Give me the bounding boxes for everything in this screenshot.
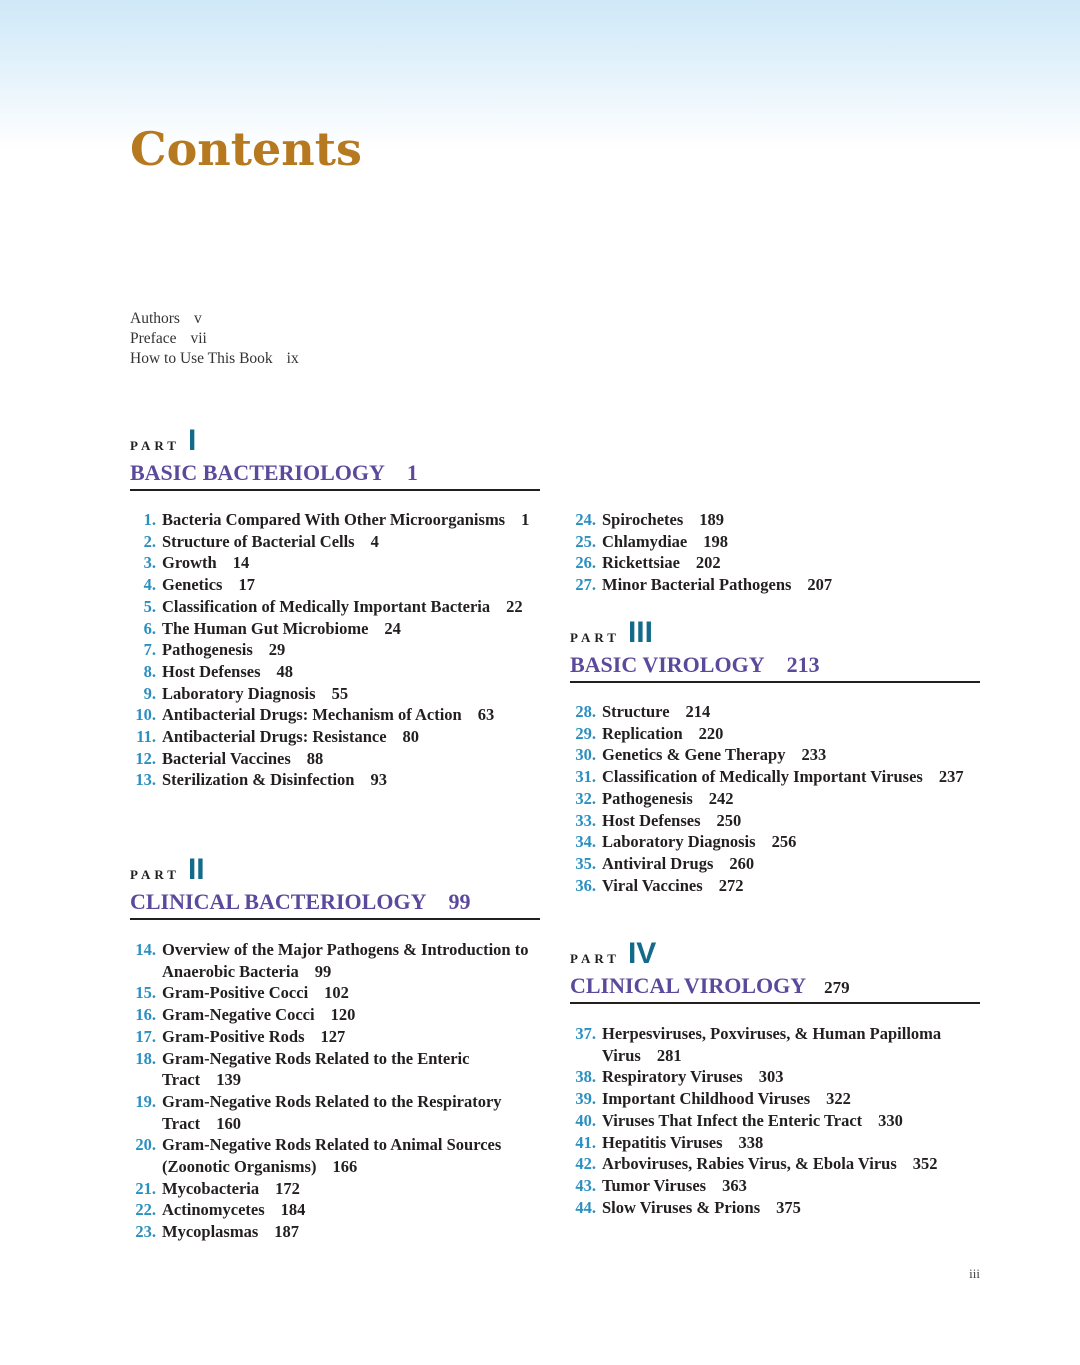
chapter-title-wrap	[162, 704, 540, 726]
chapter-number: 44.	[575, 1197, 596, 1217]
chapter-title: Pathogenesis	[602, 788, 693, 808]
chapter-entry[interactable]	[570, 552, 980, 574]
part-4-header	[570, 937, 980, 1004]
chapter-number: 39.	[575, 1089, 596, 1109]
chapter-title-wrap	[162, 982, 540, 1004]
chapter-title-wrap	[602, 766, 980, 788]
chapter-title: Minor Bacterial Pathogens	[602, 575, 792, 595]
chapter-title: Gram-Negative Rods Related to the Respiratory Tract	[162, 1091, 502, 1133]
chapter-entry[interactable]	[570, 531, 980, 553]
chapter-title-wrap	[162, 1091, 540, 1134]
chapter-number: 12.	[135, 748, 156, 768]
chapter-title: Pathogenesis	[162, 640, 253, 660]
chapter-title: Host Defenses	[162, 661, 261, 681]
chapter-entry[interactable]	[570, 766, 980, 788]
chapter-number: 25.	[575, 531, 596, 551]
part-1-header	[130, 424, 540, 491]
chapter-entry[interactable]	[570, 1088, 980, 1110]
chapter-number: 14.	[135, 940, 156, 959]
chapter-number: 3.	[143, 553, 156, 573]
chapter-number: 33.	[575, 810, 596, 830]
chapter-number: 23.	[135, 1222, 156, 1242]
chapter-title-wrap	[602, 1088, 980, 1110]
part-title-text: CLINICAL VIROLOGY	[570, 973, 807, 998]
chapter-page: 172	[275, 1178, 300, 1198]
chapter-title: Spirochetes	[602, 510, 684, 529]
chapter-title: Arboviruses, Rabies Virus, & Ebola Virus	[602, 1154, 897, 1174]
chapter-number: 6.	[143, 618, 156, 638]
chapter-entry[interactable]	[570, 831, 980, 853]
chapter-entry[interactable]	[130, 509, 540, 531]
chapter-title-wrap	[162, 939, 540, 982]
chapter-page: 80	[402, 727, 420, 747]
chapter-title: Rickettsiae	[602, 553, 680, 573]
front-matter-label: Authors	[130, 310, 180, 327]
part-numeral: III	[627, 616, 653, 649]
chapter-entry[interactable]	[570, 1197, 980, 1219]
chapter-page: 127	[320, 1026, 346, 1046]
chapter-entry[interactable]	[570, 853, 980, 875]
chapter-title: Respiratory Viruses	[602, 1067, 743, 1087]
chapter-title: Mycobacteria	[162, 1178, 260, 1198]
chapter-title: Antibacterial Drugs: Mechanism of Action	[162, 705, 462, 725]
chapter-page: 242	[708, 788, 734, 808]
chapter-number: 15.	[135, 983, 156, 1003]
chapter-page: 198	[703, 531, 729, 551]
chapter-title-wrap	[162, 552, 540, 574]
chapter-number: 19.	[135, 1091, 156, 1111]
chapter-title: Antibacterial Drugs: Resistance	[162, 727, 387, 747]
chapter-number: 28.	[575, 702, 596, 721]
chapter-entry[interactable]	[570, 1153, 980, 1175]
chapter-title: Sterilization & Disinfection	[162, 770, 355, 790]
chapter-page: 120	[330, 1005, 356, 1025]
chapter-entry[interactable]	[570, 1132, 980, 1154]
chapter-page: 375	[776, 1197, 801, 1217]
chapter-number: 21.	[135, 1178, 156, 1198]
chapter-entry[interactable]	[570, 574, 980, 596]
chapter-title: Gram-Negative Cocci	[162, 1005, 315, 1025]
chapter-entry[interactable]	[130, 531, 540, 553]
chapter-entry[interactable]	[130, 1048, 540, 1091]
chapter-title-wrap	[602, 701, 980, 723]
chapter-title: Gram-Positive Rods	[162, 1026, 305, 1046]
chapter-title: Actinomycetes	[162, 1200, 265, 1220]
chapter-number: 43.	[575, 1175, 596, 1195]
chapter-entry[interactable]	[130, 704, 540, 726]
chapter-page: 281	[656, 1045, 682, 1065]
chapter-title: Important Childhood Viruses	[602, 1089, 811, 1109]
part-title-text: BASIC VIROLOGY	[570, 652, 765, 677]
chapter-page: 1	[521, 510, 530, 529]
chapter-number: 20.	[135, 1135, 156, 1155]
chapter-title: Mycoplasmas	[162, 1222, 259, 1242]
chapter-page: 202	[695, 553, 721, 573]
chapter-entry[interactable]	[130, 596, 540, 618]
part-2-title[interactable]	[130, 889, 540, 920]
chapter-number: 7.	[143, 640, 156, 660]
chapter-title-wrap	[602, 875, 980, 897]
chapter-number: 31.	[575, 767, 596, 787]
chapter-number: 38.	[575, 1067, 596, 1087]
chapter-page: 4	[370, 531, 379, 551]
chapter-number: 13.	[135, 770, 156, 790]
chapter-page: 24	[384, 618, 401, 638]
chapter-entry[interactable]	[570, 744, 980, 766]
chapter-title-wrap	[162, 596, 540, 618]
chapter-title-wrap	[602, 788, 980, 810]
page-title: Contents	[130, 122, 362, 176]
chapter-title-wrap	[602, 723, 980, 745]
chapter-page: 250	[716, 810, 742, 830]
front-matter-page: vii	[190, 330, 207, 347]
part-title-page: 99	[448, 889, 471, 914]
chapter-title-wrap	[602, 810, 980, 832]
chapter-page: 187	[274, 1222, 299, 1242]
chapter-page: 17	[238, 575, 255, 595]
chapter-title: Gram-Negative Rods Related to Animal Sources (Zoonotic Organisms)	[162, 1135, 502, 1177]
chapter-title: Laboratory Diagnosis	[162, 683, 316, 703]
chapter-title: Viruses That Infect the Enteric Tract	[602, 1110, 863, 1130]
chapter-page: 22	[506, 596, 523, 616]
chapter-title-wrap	[162, 1199, 540, 1221]
front-matter-page: v	[193, 310, 202, 327]
chapter-entry[interactable]	[130, 1178, 540, 1200]
part-title-text: BASIC BACTERIOLOGY	[130, 460, 385, 485]
chapter-number: 27.	[575, 575, 596, 595]
chapter-number: 29.	[575, 723, 596, 743]
chapter-title-wrap	[162, 683, 540, 705]
chapter-entry[interactable]	[130, 618, 540, 640]
chapter-entry[interactable]	[570, 810, 980, 832]
chapter-title: Antiviral Drugs	[602, 853, 714, 873]
chapter-entry[interactable]	[570, 875, 980, 897]
part-numeral: IV	[627, 937, 657, 970]
chapter-entry[interactable]	[130, 939, 540, 982]
part-4-title[interactable]	[570, 973, 980, 1004]
chapter-title-wrap	[162, 748, 540, 770]
chapter-title-wrap	[602, 1132, 980, 1154]
part-2-continued-chapter-list	[570, 509, 980, 596]
chapter-title-wrap	[602, 1153, 980, 1175]
chapter-title-wrap	[162, 574, 540, 596]
chapter-number: 8.	[143, 661, 156, 681]
chapter-title-wrap	[162, 1004, 540, 1026]
part-3-chapter-list	[570, 701, 980, 896]
chapter-entry[interactable]	[130, 639, 540, 661]
chapter-number: 17.	[135, 1026, 156, 1046]
chapter-title: Chlamydiae	[602, 531, 688, 551]
chapter-page: 330	[878, 1110, 903, 1130]
chapter-number: 37.	[575, 1024, 596, 1043]
chapter-title: Genetics	[162, 575, 223, 595]
part-1-chapter-list	[130, 509, 540, 791]
chapter-page: 29	[268, 640, 286, 660]
chapter-title: Genetics & Gene Therapy	[602, 745, 786, 765]
chapter-title: Structure of Bacterial Cells	[162, 531, 355, 551]
part-3-title[interactable]	[570, 652, 980, 683]
part-numeral: II	[187, 853, 205, 886]
chapter-number: 40.	[575, 1110, 596, 1130]
chapter-page: 214	[685, 702, 711, 721]
chapter-page: 48	[276, 661, 294, 681]
chapter-number: 16.	[135, 1005, 156, 1025]
chapter-title: Gram-Positive Cocci	[162, 983, 309, 1003]
part-1-title[interactable]	[130, 460, 540, 491]
chapter-page: 303	[758, 1067, 784, 1087]
front-matter-item[interactable]	[130, 329, 299, 349]
chapter-entry[interactable]	[130, 1199, 540, 1221]
chapter-page: 207	[807, 575, 833, 595]
chapter-title-wrap	[162, 531, 540, 553]
chapter-title-wrap	[602, 531, 980, 553]
chapter-page: 88	[306, 748, 324, 768]
chapter-page: 102	[324, 983, 349, 1003]
part-numeral: I	[187, 424, 197, 457]
chapter-title-wrap	[162, 661, 540, 683]
chapter-title: Classification of Medically Important Viruses	[602, 767, 923, 787]
chapter-entry[interactable]	[130, 1221, 540, 1243]
chapter-title-wrap	[162, 639, 540, 661]
chapter-title-wrap	[602, 1066, 980, 1088]
chapter-number: 11.	[136, 727, 156, 747]
chapter-entry[interactable]	[570, 1066, 980, 1088]
chapter-page: 272	[718, 875, 744, 895]
chapter-page: 139	[216, 1070, 241, 1090]
chapter-page: 322	[826, 1089, 851, 1109]
chapter-title-wrap	[602, 744, 980, 766]
chapter-title-wrap	[602, 1023, 980, 1066]
chapter-entry[interactable]	[570, 1023, 980, 1066]
chapter-number: 32.	[575, 788, 596, 808]
chapter-entry[interactable]	[570, 1110, 980, 1132]
chapter-title: Host Defenses	[602, 810, 701, 830]
chapter-number: 22.	[135, 1200, 156, 1220]
chapter-title-wrap	[162, 1048, 540, 1091]
chapter-title-wrap	[162, 618, 540, 640]
chapter-page: 63	[477, 705, 495, 725]
chapter-page: 363	[722, 1175, 747, 1195]
chapter-title-wrap	[602, 509, 980, 531]
chapter-entry[interactable]	[130, 1004, 540, 1026]
chapter-title: Gram-Negative Rods Related to the Enteric Tract	[162, 1048, 470, 1090]
chapter-page: 260	[729, 853, 755, 873]
chapter-page: 55	[331, 683, 349, 703]
front-matter-list	[130, 309, 299, 369]
chapter-number: 10.	[135, 705, 156, 725]
chapter-page: 93	[370, 770, 387, 790]
part-2-header	[130, 853, 540, 920]
chapter-title-wrap	[602, 831, 980, 853]
chapter-title: Hepatitis Viruses	[602, 1132, 723, 1152]
chapter-title: Structure	[602, 702, 670, 721]
part-2-chapter-list	[130, 939, 540, 1243]
chapter-number: 35.	[575, 853, 596, 873]
chapter-entry[interactable]	[130, 982, 540, 1004]
part-label: PART	[570, 951, 620, 966]
chapter-title: Laboratory Diagnosis	[602, 832, 756, 852]
chapter-title: Slow Viruses & Prions	[602, 1197, 761, 1217]
chapter-page: 166	[332, 1157, 358, 1177]
chapter-title: Viral Vaccines	[602, 875, 703, 895]
part-title-text: CLINICAL BACTERIOLOGY	[130, 889, 427, 914]
chapter-page: 14	[232, 553, 250, 573]
chapter-title-wrap	[162, 726, 540, 748]
chapter-title: Tumor Viruses	[602, 1175, 707, 1195]
chapter-entry[interactable]	[130, 574, 540, 596]
chapter-number: 34.	[575, 832, 596, 852]
chapter-title-wrap	[602, 1197, 980, 1219]
chapter-number: 9.	[143, 683, 156, 703]
part-label: PART	[130, 438, 180, 453]
chapter-entry[interactable]	[130, 1026, 540, 1048]
chapter-entry[interactable]	[570, 701, 980, 723]
chapter-title-wrap	[602, 853, 980, 875]
page-number: iii	[969, 1266, 980, 1281]
chapter-page: 256	[771, 832, 797, 852]
chapter-title-wrap	[162, 509, 540, 531]
chapter-number: 42.	[575, 1154, 596, 1174]
part-3-header	[570, 616, 980, 683]
chapter-title: Replication	[602, 723, 683, 743]
chapter-title: The Human Gut Microbiome	[162, 618, 369, 638]
chapter-title-wrap	[162, 1178, 540, 1200]
chapter-entry[interactable]	[570, 723, 980, 745]
chapter-entry[interactable]	[130, 1091, 540, 1134]
chapter-entry[interactable]	[130, 661, 540, 683]
chapter-page: 160	[216, 1113, 241, 1133]
chapter-page: 233	[801, 745, 827, 765]
part-title-page: 279	[824, 978, 850, 997]
chapter-title-wrap	[162, 1221, 540, 1243]
chapter-entry[interactable]	[570, 1175, 980, 1197]
chapter-title: Bacterial Vaccines	[162, 748, 291, 768]
front-matter-label: Preface	[130, 330, 177, 347]
part-title-page: 213	[786, 652, 820, 677]
front-matter-page: ix	[286, 350, 299, 367]
chapter-title-wrap	[162, 1026, 540, 1048]
chapter-title-wrap	[602, 1175, 980, 1197]
chapter-title-wrap	[602, 574, 980, 596]
part-4-chapter-list	[570, 1023, 980, 1218]
chapter-number: 26.	[575, 553, 596, 573]
chapter-entry[interactable]	[130, 748, 540, 770]
chapter-number: 36.	[575, 875, 596, 895]
chapter-entry[interactable]	[130, 683, 540, 705]
front-matter-item[interactable]	[130, 349, 299, 369]
chapter-title-wrap	[602, 1110, 980, 1132]
chapter-page: 352	[912, 1154, 938, 1174]
chapter-title: Herpesviruses, Poxviruses, & Human Papilloma Virus	[602, 1024, 942, 1065]
chapter-title-wrap	[162, 769, 540, 791]
chapter-entry[interactable]	[570, 788, 980, 810]
chapter-entry[interactable]	[570, 509, 980, 531]
chapter-number: 41.	[575, 1132, 596, 1152]
chapter-number: 18.	[135, 1048, 156, 1068]
front-matter-label: How to Use This Book	[130, 350, 273, 367]
chapter-number: 1.	[143, 510, 156, 529]
chapter-page: 99	[314, 961, 332, 981]
chapter-page: 338	[738, 1132, 764, 1152]
chapter-entry[interactable]	[130, 726, 540, 748]
chapter-page: 237	[938, 767, 964, 787]
chapter-entry[interactable]	[130, 552, 540, 574]
chapter-number: 4.	[143, 575, 156, 595]
chapter-title: Growth	[162, 553, 217, 573]
chapter-title: Classification of Medically Important Bacteria	[162, 596, 491, 616]
part-title-page: 1	[406, 460, 418, 485]
chapter-entry[interactable]	[130, 769, 540, 791]
chapter-number: 30.	[575, 745, 596, 765]
front-matter-item[interactable]	[130, 309, 299, 329]
chapter-title-wrap	[602, 552, 980, 574]
chapter-number: 2.	[143, 531, 156, 551]
chapter-page: 189	[699, 510, 725, 529]
part-label: PART	[570, 630, 620, 645]
chapter-page: 184	[280, 1200, 306, 1220]
chapter-number: 24.	[575, 510, 596, 529]
chapter-title-wrap	[162, 1134, 540, 1177]
chapter-page: 220	[698, 723, 724, 743]
chapter-title: Bacteria Compared With Other Microorganisms	[162, 510, 506, 529]
chapter-title: Overview of the Major Pathogens & Introduction to Anaerobic Bacteria	[162, 940, 529, 981]
chapter-number: 5.	[143, 596, 156, 616]
part-label: PART	[130, 867, 180, 882]
chapter-entry[interactable]	[130, 1134, 540, 1177]
